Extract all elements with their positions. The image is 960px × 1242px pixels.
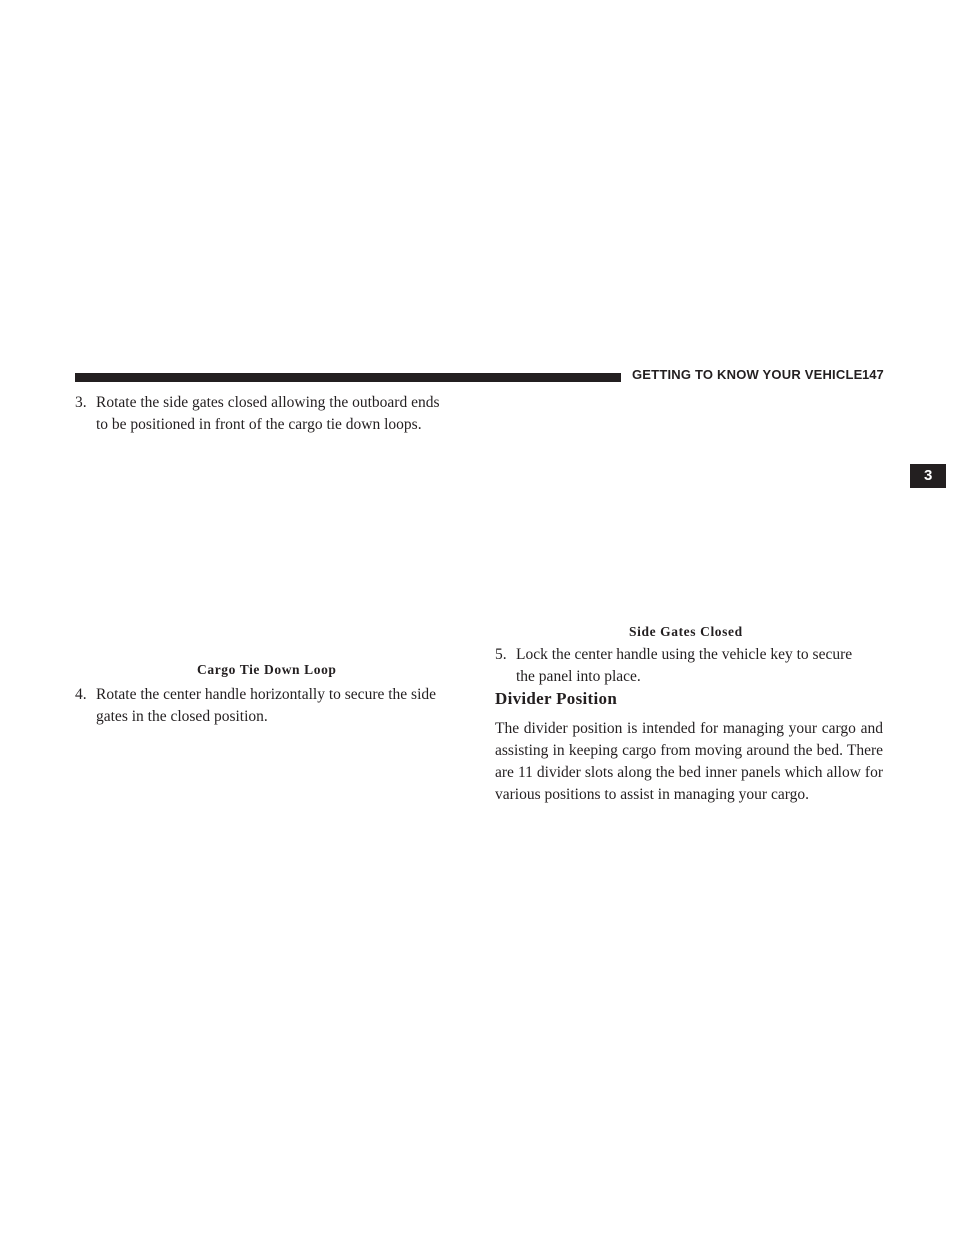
step-number: 5. xyxy=(495,646,507,663)
figure-caption-side-gates-closed: Side Gates Closed xyxy=(629,624,743,639)
body-paragraph: The divider position is intended for managing your cargo and assisting in keeping cargo from moving around the bed. There are 11 divider slots along the bed inner panels which allow for various positions to assist in managing your cargo. xyxy=(495,720,883,803)
page-number: 147 xyxy=(862,367,884,382)
step-text-line1: Rotate the center handle horizontally to secure the side xyxy=(96,686,437,703)
step-text-line1: Rotate the side gates closed allowing the outboard ends xyxy=(96,394,440,411)
step-text-line1: Lock the center handle using the vehicle key to secure xyxy=(516,646,853,663)
step-4 xyxy=(75,684,467,728)
step-3 xyxy=(75,392,467,436)
header-rule xyxy=(75,373,621,382)
step-text-line2: the panel into place. xyxy=(516,668,641,685)
step-number: 4. xyxy=(75,686,87,703)
chapter-tab: 3 xyxy=(910,464,946,488)
section-heading: Divider Position xyxy=(495,689,618,708)
step-text-line2: to be positioned in front of the cargo tie down loops. xyxy=(96,416,422,433)
figure-caption-cargo-tie-down-loop: Cargo Tie Down Loop xyxy=(197,662,337,677)
step-number: 3. xyxy=(75,394,87,411)
step-text-line2: gates in the closed position. xyxy=(96,708,268,725)
section-title: GETTING TO KNOW YOUR VEHICLE xyxy=(632,367,863,382)
step-5 xyxy=(495,644,887,688)
